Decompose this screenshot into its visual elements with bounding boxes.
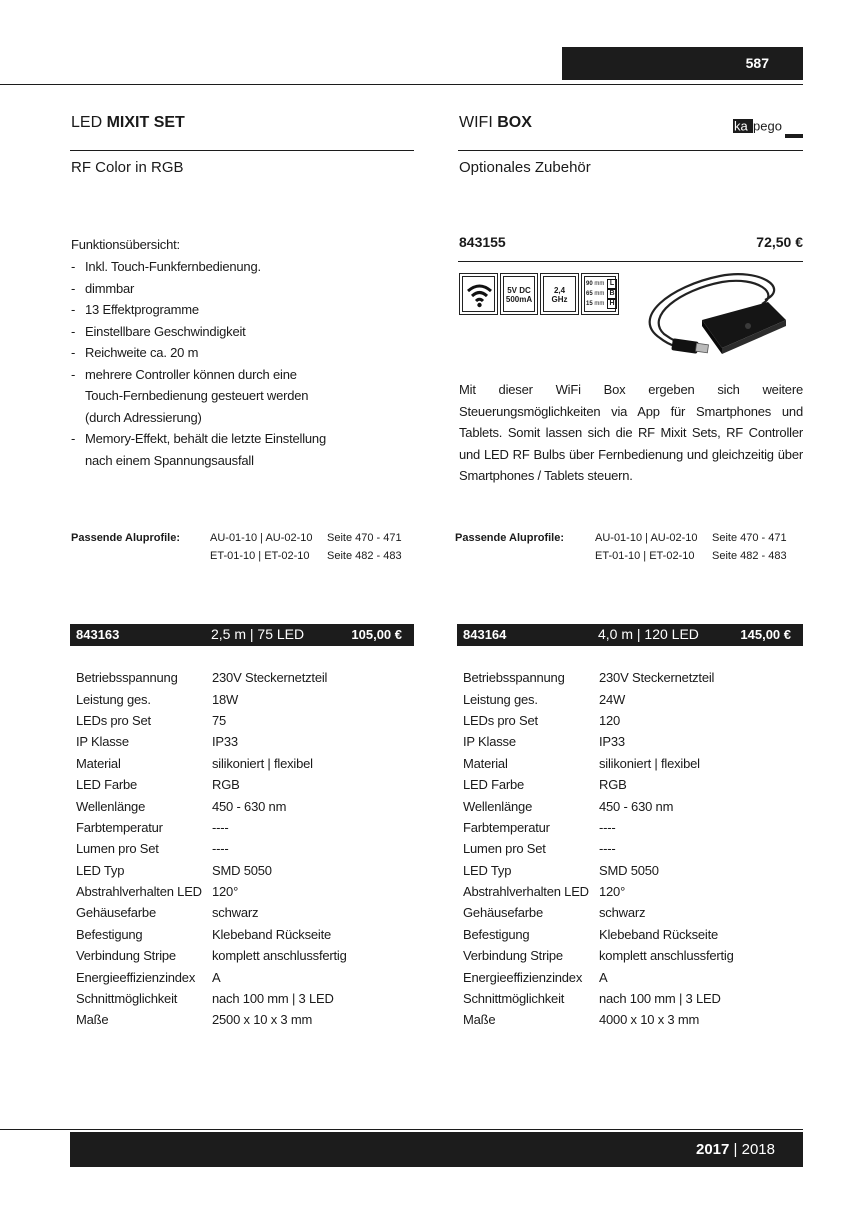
spec-row — [463, 902, 734, 923]
right-title — [459, 114, 532, 132]
wifi-box-description: Mit dieser WiFi Box ergeben sich weitere Steuerungsmöglichkeiten via App für Smartphones und Tablets. Somit lassen sich die RF Mixit Sets, RF Controller und LED RF Bulbs über Fernbedienung und gleichzeitig über Smartphones / Tablets steuern. — [459, 382, 803, 483]
left-price: 105,00 € — [351, 627, 402, 642]
spec-row — [76, 966, 347, 987]
page-number: 587 — [745, 55, 769, 71]
power-voltage: 5V DC — [507, 286, 531, 295]
spec-label: Befestigung — [463, 926, 530, 942]
spec-value: 450 - 630 nm — [212, 798, 287, 814]
feature-item: - Einstellbare Geschwindigkeit — [71, 321, 336, 343]
spec-label: LED Farbe — [463, 777, 525, 793]
left-title-bold: MIXIT SET — [106, 114, 185, 131]
spec-label: Maße — [76, 1012, 109, 1028]
spec-row — [463, 966, 734, 987]
spec-value: silikoniert | flexibel — [212, 755, 313, 771]
spec-value: ---- — [599, 819, 616, 835]
spec-value: 120 — [599, 712, 621, 728]
spec-value: 4000 x 10 x 3 mm — [599, 1012, 700, 1028]
left-title — [71, 114, 185, 132]
spec-value: 120° — [212, 884, 239, 900]
spec-row — [463, 838, 734, 859]
right-profiles — [455, 529, 803, 569]
spec-label: Betriebsspannung — [463, 670, 565, 686]
feature-item: - Inkl. Touch-Funkfernbedienung. — [71, 256, 336, 278]
spec-row — [76, 1009, 347, 1030]
spec-value: Klebeband Rückseite — [599, 926, 719, 942]
spec-row — [463, 881, 734, 902]
power-current: 500mA — [505, 295, 533, 304]
spec-label: Schnittmöglichkeit — [463, 991, 565, 1007]
footer-bar — [70, 1132, 803, 1167]
spec-value: nach 100 mm | 3 LED — [599, 991, 721, 1007]
spec-value: ---- — [212, 819, 229, 835]
wifi-box-price: 72,50 € — [756, 234, 803, 250]
left-subtitle: RF Color in RGB — [71, 159, 184, 176]
wifi-box-product-image — [640, 268, 790, 368]
spec-row — [463, 860, 734, 881]
spec-row — [463, 731, 734, 752]
spec-row — [463, 774, 734, 795]
feature-item: - Memory-Effekt, behält die letzte Einstellung nach einem Spannungsausfall — [71, 428, 336, 471]
brand-logo — [733, 117, 805, 139]
spec-label: LED Farbe — [76, 777, 138, 793]
spec-label: Material — [463, 755, 508, 771]
spec-label: LED Typ — [463, 862, 512, 878]
spec-row — [76, 945, 347, 966]
spec-label: Befestigung — [76, 926, 143, 942]
spec-value: komplett anschlussfertig — [599, 948, 734, 964]
spec-value: A — [212, 969, 221, 985]
right-spec-table — [463, 667, 734, 1031]
spec-value: A — [599, 969, 608, 985]
left-product-bar — [70, 624, 414, 646]
spec-value: 450 - 630 nm — [599, 798, 674, 814]
spec-row — [463, 924, 734, 945]
left-length-leds: 2,5 m | 75 LED — [211, 626, 305, 642]
spec-label: Abstrahlverhalten LED — [76, 884, 202, 900]
spec-row — [76, 988, 347, 1009]
spec-row — [463, 753, 734, 774]
spec-label: Farbtemperatur — [76, 819, 163, 835]
spec-value: IP33 — [599, 734, 625, 750]
spec-value: 24W — [599, 691, 626, 707]
spec-label: Lumen pro Set — [463, 841, 546, 857]
dimension-row-width: 65 mm B — [586, 289, 617, 299]
feature-item: - Reichweite ca. 20 m — [71, 342, 336, 364]
spec-label: Gehäusefarbe — [76, 905, 156, 921]
spec-row — [76, 924, 347, 945]
spec-value: RGB — [599, 777, 627, 793]
wifi-icon-box — [459, 273, 498, 315]
top-divider — [0, 84, 803, 85]
profile-pages: Seite 482 - 483 — [712, 550, 787, 562]
spec-value: komplett anschlussfertig — [212, 948, 347, 964]
right-subtitle: Optionales Zubehör — [459, 159, 591, 176]
spec-row — [76, 881, 347, 902]
spec-value: 2500 x 10 x 3 mm — [212, 1012, 313, 1028]
spec-row — [76, 902, 347, 923]
spec-row — [463, 710, 734, 731]
right-price: 145,00 € — [740, 627, 791, 642]
spec-value: schwarz — [212, 905, 259, 921]
spec-row — [76, 753, 347, 774]
spec-row — [76, 731, 347, 752]
spec-row — [463, 688, 734, 709]
spec-value: nach 100 mm | 3 LED — [212, 991, 334, 1007]
svg-text:pego: pego — [753, 118, 782, 134]
spec-value: 75 — [212, 712, 227, 728]
spec-row — [463, 817, 734, 838]
left-profiles — [71, 529, 416, 569]
spec-label: Verbindung Stripe — [463, 948, 563, 964]
right-article-number: 843164 — [463, 627, 507, 642]
spec-label: Leistung ges. — [76, 691, 151, 707]
wifi-icon — [466, 280, 493, 308]
profile-pages: Seite 482 - 483 — [327, 550, 402, 562]
left-article-number: 843163 — [76, 627, 120, 642]
spec-label: Energieeffizienzindex — [76, 969, 196, 985]
spec-label: Schnittmöglichkeit — [76, 991, 178, 1007]
right-title-light: WIFI — [459, 114, 493, 131]
left-spec-table — [76, 667, 347, 1031]
dimension-row-length: 90 mm L — [586, 279, 617, 289]
profile-codes: ET-01-10 | ET-02-10 — [210, 550, 310, 562]
profiles-label: Passende Aluprofile: — [71, 532, 181, 544]
spec-label: Leistung ges. — [463, 691, 538, 707]
spec-row — [463, 667, 734, 688]
right-title-bold: BOX — [497, 114, 532, 131]
spec-value: 18W — [212, 691, 239, 707]
spec-label: Maße — [463, 1012, 496, 1028]
right-header-divider — [458, 150, 803, 151]
spec-value: 230V Steckernetzteil — [599, 670, 715, 686]
svg-text:ka: ka — [734, 118, 748, 134]
profile-pages: Seite 470 - 471 — [712, 532, 787, 544]
spec-row — [463, 988, 734, 1009]
spec-label: Energieeffizienzindex — [463, 969, 583, 985]
frequency-value: 2,4 — [553, 286, 566, 295]
spec-label: Lumen pro Set — [76, 841, 159, 857]
profile-codes: ET-01-10 | ET-02-10 — [595, 550, 695, 562]
spec-row — [463, 1009, 734, 1030]
spec-value: silikoniert | flexibel — [599, 755, 700, 771]
spec-label: Wellenlänge — [76, 798, 146, 814]
spec-value: IP33 — [212, 734, 238, 750]
spec-label: IP Klasse — [76, 734, 129, 750]
spec-row — [76, 860, 347, 881]
features-list — [71, 256, 336, 471]
spec-value: SMD 5050 — [212, 862, 272, 878]
spec-value: 120° — [599, 884, 626, 900]
dimensions-box — [581, 273, 619, 315]
spec-row — [463, 945, 734, 966]
spec-row — [76, 688, 347, 709]
frequency-box — [540, 273, 579, 315]
spec-row — [76, 795, 347, 816]
spec-label: LED Typ — [76, 862, 125, 878]
spec-value: Klebeband Rückseite — [212, 926, 332, 942]
right-product-bar — [457, 624, 803, 646]
spec-value: 230V Steckernetzteil — [212, 670, 328, 686]
spec-label: Betriebsspannung — [76, 670, 178, 686]
feature-item: - 13 Effektprogramme — [71, 299, 336, 321]
spec-label: Material — [76, 755, 121, 771]
features-heading: Funktionsübersicht: — [71, 237, 180, 252]
spec-label: LEDs pro Set — [463, 712, 538, 728]
profiles-label: Passende Aluprofile: — [455, 532, 565, 544]
frequency-unit: GHz — [551, 295, 568, 304]
page-number-bar — [562, 47, 803, 80]
spec-row — [463, 795, 734, 816]
left-title-light: LED — [71, 114, 103, 131]
footer-divider — [0, 1129, 803, 1130]
profile-codes: AU-01-10 | AU-02-10 — [595, 532, 698, 544]
dimension-row-height: 15 mm H — [586, 299, 617, 309]
spec-value: RGB — [212, 777, 240, 793]
right-length-leds: 4,0 m | 120 LED — [598, 626, 699, 642]
profile-pages: Seite 470 - 471 — [327, 532, 402, 544]
spec-label: IP Klasse — [463, 734, 516, 750]
spec-label: Wellenlänge — [463, 798, 533, 814]
item-divider — [458, 261, 803, 262]
spec-value: ---- — [599, 841, 616, 857]
spec-label: Farbtemperatur — [463, 819, 550, 835]
spec-row — [76, 710, 347, 731]
feature-item: - dimmbar — [71, 278, 336, 300]
spec-row — [76, 838, 347, 859]
profile-codes: AU-01-10 | AU-02-10 — [210, 532, 313, 544]
spec-label: Abstrahlverhalten LED — [463, 884, 589, 900]
power-spec-box — [500, 273, 538, 315]
spec-row — [76, 774, 347, 795]
spec-label: LEDs pro Set — [76, 712, 151, 728]
spec-value: ---- — [212, 841, 229, 857]
spec-label: Gehäusefarbe — [463, 905, 543, 921]
spec-value: SMD 5050 — [599, 862, 659, 878]
spec-value: schwarz — [599, 905, 646, 921]
left-header-divider — [70, 150, 414, 151]
spec-row — [76, 667, 347, 688]
spec-label: Verbindung Stripe — [76, 948, 176, 964]
spec-row — [76, 817, 347, 838]
feature-item: - mehrere Controller können durch eine Touch-Fernbedienung gesteuert werden (durch Adressierung) — [71, 364, 336, 429]
wifi-box-article-number: 843155 — [459, 234, 506, 250]
catalog-years: 2017 | 2018 — [696, 1141, 775, 1158]
